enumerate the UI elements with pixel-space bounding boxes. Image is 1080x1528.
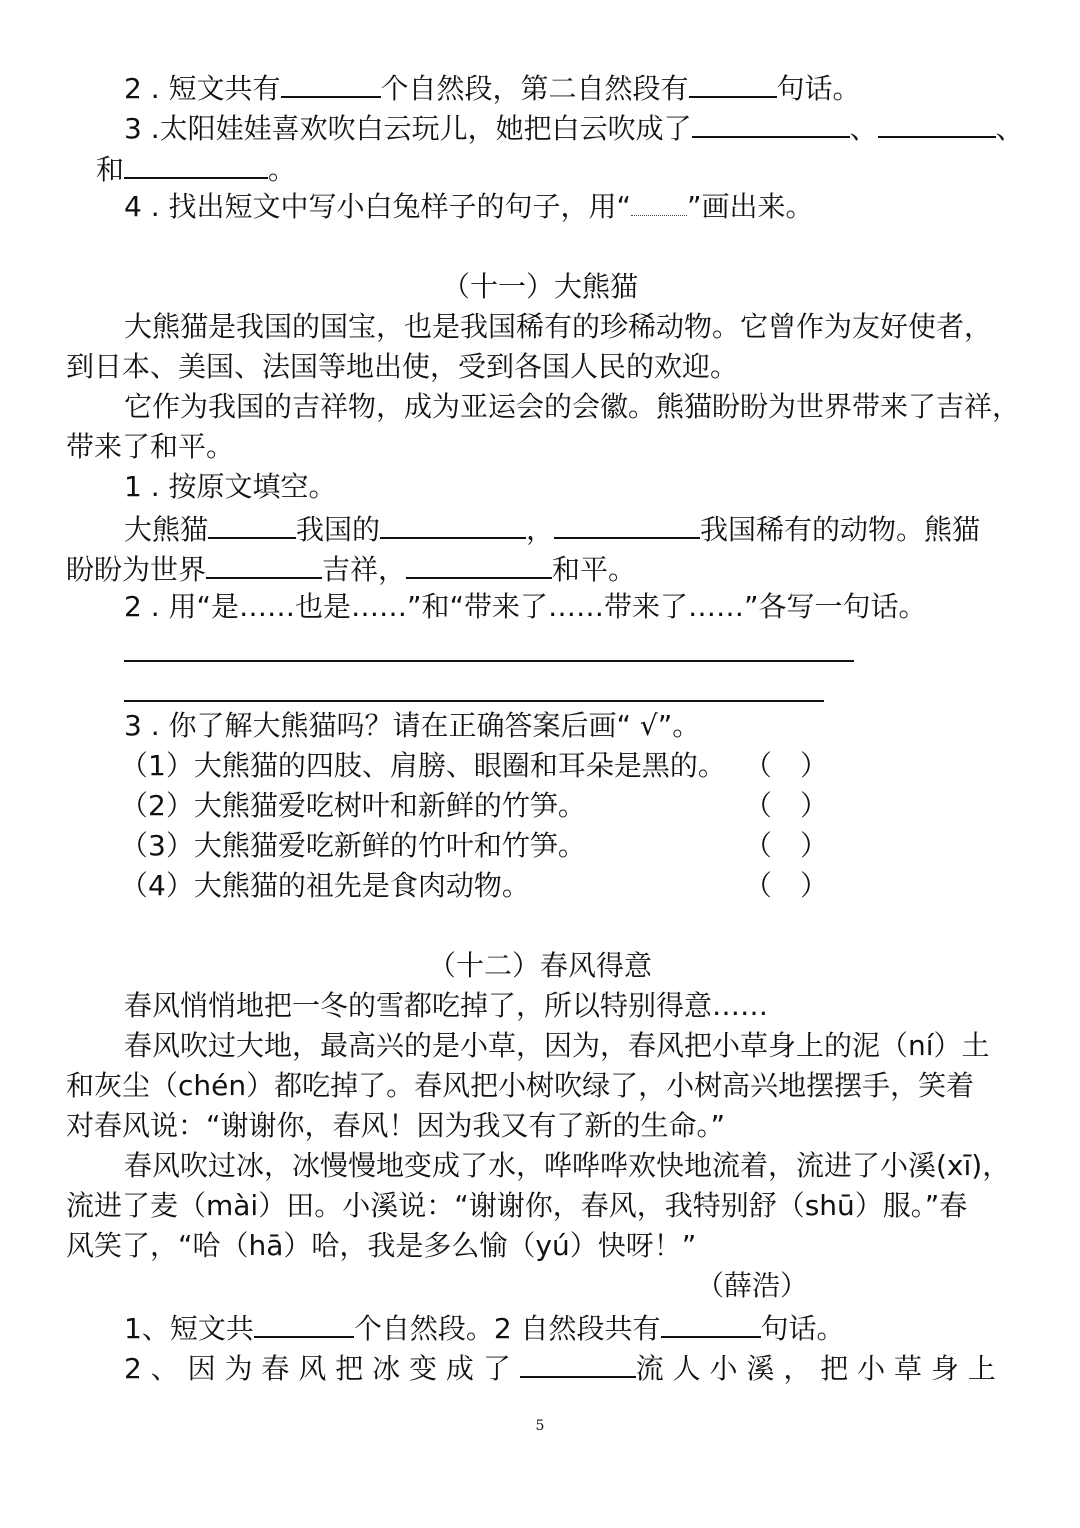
fill-text: 大熊猫 bbox=[124, 513, 209, 546]
prev-q3-period: 。 bbox=[268, 153, 297, 186]
page-number: 5 bbox=[535, 1418, 545, 1434]
s11-fill-line-1 bbox=[124, 507, 980, 547]
author: （薛浩） bbox=[696, 1269, 809, 1302]
choice-text: （3）大熊猫爱吃新鲜的竹叶和竹笋。 bbox=[120, 829, 586, 862]
section-12-title: （十二）春风得意 bbox=[427, 949, 652, 982]
writing-line[interactable] bbox=[124, 660, 854, 662]
prev-question-3 bbox=[124, 106, 1024, 146]
s11-question-1: 1 . 按原文填空。 bbox=[124, 470, 337, 503]
s11-para1-line2: 到日本、美国、法国等地出使，受到各国人民的欢迎。 bbox=[66, 350, 739, 383]
fill-text: 我国稀有的动物。熊猫 bbox=[700, 513, 981, 546]
q-text: 1、短文共 bbox=[124, 1312, 254, 1345]
answer-blank[interactable] bbox=[254, 1306, 354, 1338]
prev-question-2 bbox=[124, 66, 861, 106]
s12-para3-line1: 春风吹过冰，冰慢慢地变成了水，哗哗哗欢快地流着，流进了小溪(xī)， bbox=[124, 1149, 1011, 1182]
prev-q3-part-a: 3 .太阳娃娃喜欢吹白云玩儿，她把白云吹成了 bbox=[124, 112, 692, 145]
s12-question-2 bbox=[124, 1346, 996, 1386]
answer-blank[interactable] bbox=[554, 507, 700, 539]
fill-text: 和平。 bbox=[552, 553, 637, 586]
choice-text: （1）大熊猫的四肢、肩膀、眼圈和耳朵是黑的。 bbox=[120, 749, 726, 782]
prev-q4-part-b: ”画出来。 bbox=[687, 190, 814, 223]
answer-blank[interactable] bbox=[406, 547, 552, 579]
prev-q3-end: 、 bbox=[995, 112, 1024, 145]
answer-blank[interactable] bbox=[661, 1306, 761, 1338]
check-box[interactable]: （ ） bbox=[744, 789, 829, 822]
section-11-title: （十一）大熊猫 bbox=[441, 270, 638, 303]
s11-para1-line1: 大熊猫是我国的国宝，也是我国稀有的珍稀动物。它曾作为友好使者， bbox=[124, 310, 993, 343]
answer-blank[interactable] bbox=[692, 106, 850, 138]
s11-choice-item bbox=[120, 746, 726, 786]
prev-q3-sep: 、 bbox=[849, 112, 878, 145]
check-box[interactable]: （ ） bbox=[744, 829, 829, 862]
choice-text: （4）大熊猫的祖先是食肉动物。 bbox=[120, 869, 530, 902]
prev-q3-and: 和 bbox=[96, 153, 125, 186]
s12-para2-line2: 和灰尘（chén）都吃掉了。春风把小树吹绿了，小树高兴地摆摆手，笑着 bbox=[66, 1069, 975, 1102]
answer-blank[interactable] bbox=[520, 1346, 636, 1378]
choice-text: （2）大熊猫爱吃树叶和新鲜的竹笋。 bbox=[120, 789, 586, 822]
s12-para1: 春风悄悄地把一冬的雪都吃掉了，所以特别得意…… bbox=[124, 989, 769, 1022]
q-text: 流 人 小 溪 ， 把 小 草 身 上 bbox=[635, 1352, 996, 1385]
s11-para2-line2: 带来了和平。 bbox=[66, 430, 235, 463]
writing-line[interactable] bbox=[124, 700, 824, 702]
answer-blank[interactable] bbox=[208, 507, 296, 539]
fill-text: 吉祥， bbox=[322, 553, 407, 586]
s12-question-1 bbox=[124, 1306, 845, 1346]
q-text: 2 、 因 为 春 风 把 冰 变 成 了 bbox=[124, 1352, 511, 1385]
fill-text: ， bbox=[526, 513, 555, 546]
answer-blank[interactable] bbox=[380, 507, 526, 539]
s11-fill-line-2 bbox=[66, 547, 636, 587]
s12-para3-line2: 流进了麦（mài）田。小溪说：“谢谢你，春风，我特别舒（shū）服。”春 bbox=[66, 1189, 968, 1222]
s11-para2-line1: 它作为我国的吉祥物，成为亚运会的会徽。熊猫盼盼为世界带来了吉祥， bbox=[124, 390, 1021, 423]
answer-blank[interactable] bbox=[281, 66, 381, 98]
fill-text: 盼盼为世界 bbox=[66, 553, 207, 586]
check-box[interactable]: （ ） bbox=[744, 869, 829, 902]
s11-choice-item bbox=[120, 826, 586, 866]
s11-question-2: 2 . 用“是……也是……”和“带来了……带来了……”各写一句话。 bbox=[124, 590, 927, 623]
fill-text: 我国的 bbox=[296, 513, 381, 546]
q-text: 个自然段。2 自然段共有 bbox=[353, 1312, 661, 1345]
prev-question-4 bbox=[124, 187, 814, 227]
q-text: 句话。 bbox=[760, 1312, 845, 1345]
s12-para2-line1: 春风吹过大地，最高兴的是小草，因为，春风把小草身上的泥（ní）土 bbox=[124, 1029, 990, 1062]
wavy-underline-sample bbox=[631, 189, 687, 216]
prev-q2-part-b: 个自然段，第二自然段有 bbox=[380, 72, 689, 105]
prev-q2-part-a: 2 . 短文共有 bbox=[124, 72, 281, 105]
prev-q2-part-c: 句话。 bbox=[776, 72, 861, 105]
s11-question-3: 3 . 你了解大熊猫吗？请在正确答案后画“ √”。 bbox=[124, 709, 701, 742]
answer-blank[interactable] bbox=[689, 66, 777, 98]
s12-para3-line3: 风笑了，“哈（hā）哈，我是多么愉（yú）快呀！” bbox=[66, 1229, 697, 1262]
answer-blank[interactable] bbox=[878, 106, 996, 138]
answer-blank[interactable] bbox=[124, 147, 268, 179]
prev-question-3-cont bbox=[96, 147, 296, 187]
prev-q4-part-a: 4 . 找出短文中写小白兔样子的句子，用“ bbox=[124, 190, 632, 223]
answer-blank[interactable] bbox=[206, 547, 322, 579]
s12-para2-line3: 对春风说：“谢谢你，春风！因为我又有了新的生命。” bbox=[66, 1109, 726, 1142]
check-box[interactable]: （ ） bbox=[744, 749, 829, 782]
s11-choice-item bbox=[120, 866, 530, 906]
s11-choice-item bbox=[120, 786, 586, 826]
